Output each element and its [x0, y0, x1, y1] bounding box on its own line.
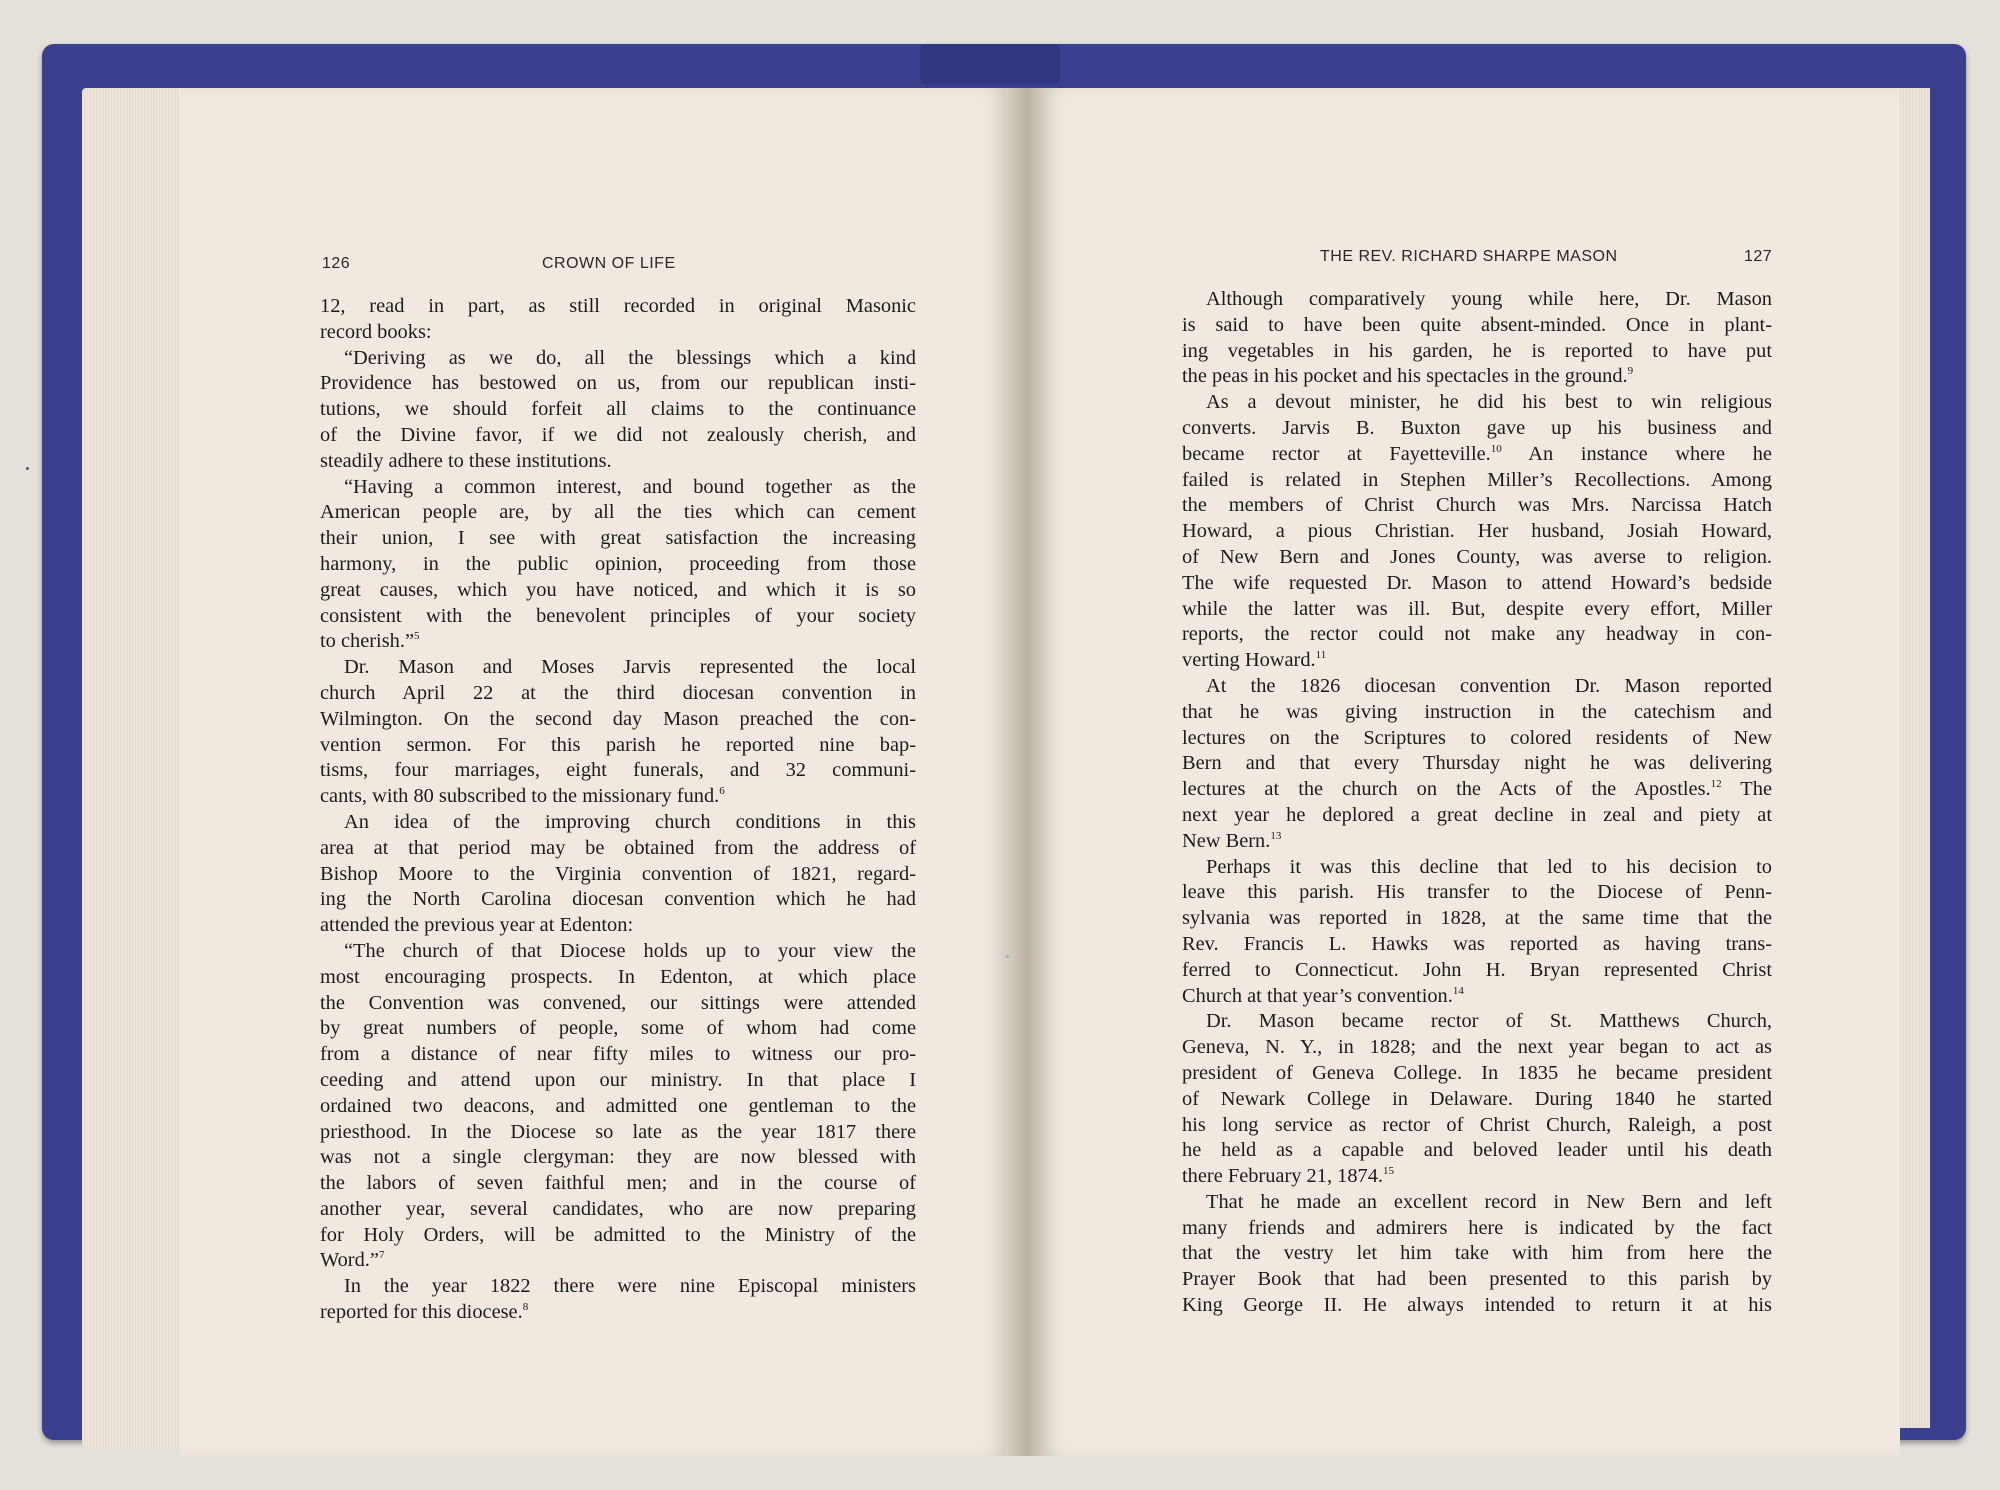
text-line: great causes, which you have noticed, and which it is so — [320, 578, 916, 601]
text-line: Dr. Mason became rector of St. Matthews Church, — [1206, 1010, 1772, 1033]
footnote-marker: 12 — [1710, 778, 1722, 791]
text-line: lectures on the Scriptures to colored residents of New — [1182, 726, 1772, 749]
left-page-number: 126 — [322, 255, 351, 272]
text-line: lectures at the church on the Acts of the Apostles.$^{12}$ The — [1182, 778, 1772, 801]
book-gutter — [1006, 88, 1046, 1456]
text-line: priesthood. In the Diocese so late as the year 1817 there — [320, 1120, 916, 1143]
footnote-marker: 14 — [1452, 984, 1464, 997]
text-line: leave this parish. His transfer to the Diocese of Penn- — [1182, 881, 1772, 904]
text-line: the Convention was convened, our sittings were attended — [320, 991, 916, 1014]
text-line: is said to have been quite absent-minded. Once in plant- — [1182, 313, 1772, 336]
book-spine-top — [920, 44, 1060, 84]
text-line: he held as a capable and beloved leader until his death — [1182, 1139, 1772, 1162]
text-line: to cherish.”$^5$ — [320, 630, 420, 653]
speck — [1006, 955, 1009, 958]
text-line: by great numbers of people, some of whom had come — [320, 1017, 916, 1040]
footnote-marker: 9 — [1627, 365, 1634, 378]
text-line: reported for this diocese.$^8$ — [320, 1301, 529, 1324]
text-line: At the 1826 diocesan convention Dr. Mason reported — [1206, 674, 1772, 697]
text-line: Dr. Mason and Moses Jarvis represented the local — [344, 656, 916, 679]
text-line: Wilmington. On the second day Mason preached the con- — [320, 707, 916, 730]
text-line: ing vegetables in his garden, he is reported to have put — [1182, 339, 1772, 362]
text-line: most encouraging prospects. In Edenton, at which place — [320, 965, 916, 988]
text-line: area at that period may be obtained from the address of — [320, 836, 916, 859]
text-line: Prayer Book that had been presented to this parish by — [1182, 1268, 1772, 1291]
footnote-marker: 5 — [414, 630, 420, 643]
text-line: ferred to Connecticut. John H. Bryan represented Christ — [1182, 958, 1772, 981]
text-line: next year he deplored a great decline in zeal and piety at — [1182, 803, 1772, 826]
text-line: ceeding and attend upon our ministry. In that place I — [320, 1068, 916, 1091]
text-line: consistent with the benevolent principles of your society — [320, 604, 916, 627]
text-line: Bern and that every Thursday night he was delivering — [1182, 752, 1772, 775]
footnote-marker: 6 — [719, 785, 725, 798]
text-line: Providence has bestowed on us, from our republican insti- — [320, 372, 916, 395]
text-line: Rev. Francis L. Hawks was reported as having trans- — [1182, 932, 1772, 955]
text-line: another year, several candidates, who are now preparing — [320, 1197, 916, 1220]
text-line: tutions, we should forfeit all claims to the continuance — [320, 398, 916, 421]
text-line: the labors of seven faithful men; and in the course of — [320, 1172, 916, 1195]
text-line: Word.”$^7$ — [320, 1249, 385, 1272]
text-line: Perhaps it was this decline that led to his decision to — [1206, 855, 1772, 878]
footnote-marker: 10 — [1490, 442, 1502, 455]
text-line: Bishop Moore to the Virginia convention of 1821, regard- — [320, 862, 916, 885]
left-running-head: CROWN OF LIFE — [542, 255, 676, 272]
text-line: president of Geneva College. In 1835 he became president — [1182, 1061, 1772, 1084]
footnote-marker: 15 — [1383, 1165, 1395, 1178]
text-line: steadily adhere to these institutions. — [320, 449, 612, 472]
text-line: sylvania was reported in 1828, at the same time that the — [1182, 907, 1772, 930]
right-page-number: 127 — [1744, 248, 1773, 265]
text-line: “Deriving as we do, all the blessings which a kind — [344, 346, 916, 369]
text-line: As a devout minister, he did his best to win religious — [1206, 391, 1772, 414]
footnote-marker: 8 — [522, 1301, 529, 1314]
text-line: the members of Christ Church was Mrs. Narcissa Hatch — [1182, 494, 1772, 517]
text-line: “Having a common interest, and bound together as the — [344, 475, 916, 498]
text-line: while the latter was ill. But, despite every effort, Miller — [1182, 597, 1772, 620]
text-line: his long service as rector of Christ Church, Raleigh, a post — [1182, 1113, 1772, 1136]
text-line: many friends and admirers here is indicated by the fact — [1182, 1216, 1772, 1239]
text-line: record books: — [320, 320, 432, 343]
text-line: the peas in his pocket and his spectacles in the ground.$^9$ — [1182, 365, 1634, 388]
text-line: tisms, four marriages, eight funerals, and 32 communi- — [320, 759, 916, 782]
right-running-head: THE REV. RICHARD SHARPE MASON — [1320, 248, 1618, 265]
text-line: there February 21, 1874.15 — [1182, 1165, 1395, 1188]
text-line: of the Divine favor, if we did not zealously cherish, and — [320, 423, 916, 446]
text-line: ordained two deacons, and admitted one gentleman to the — [320, 1094, 916, 1117]
text-line: New Bern.$^{13}$ — [1182, 829, 1282, 852]
text-line: Although comparatively young while here, Dr. Mason — [1206, 288, 1772, 310]
text-line: became rector at Fayetteville.$^{10}$ An instance where he — [1182, 442, 1772, 465]
text-line: converts. Jarvis B. Buxton gave up his business and — [1182, 416, 1772, 439]
speck — [26, 467, 29, 470]
text-line: was not a single clergyman: they are now blessed with — [320, 1146, 916, 1169]
text-line: An idea of the improving church conditions in this — [344, 810, 916, 833]
text-line: vention sermon. For this parish he reported nine bap- — [320, 733, 916, 756]
left-page-body — [320, 294, 916, 1326]
text-line: That he made an excellent record in New Bern and left — [1206, 1190, 1772, 1213]
text-line: from a distance of near fifty miles to witness our pro- — [320, 1043, 916, 1066]
text-line: harmony, in the public opinion, proceeding from those — [320, 552, 916, 575]
text-line: Church at that year’s convention.$^{14}$ — [1182, 984, 1464, 1007]
text-line: cants, with 80 subscribed to the missionary fund.$^6$ — [320, 785, 725, 808]
footnote-marker: 11 — [1315, 649, 1327, 662]
right-page-body — [1182, 287, 1772, 1319]
text-line: Howard, a pious Christian. Her husband, Josiah Howard, — [1182, 520, 1772, 543]
text-line: their union, I see with great satisfaction the increasing — [320, 527, 916, 550]
text-line: verting Howard.$^{11}$ — [1182, 649, 1327, 672]
text-line: for Holy Orders, will be admitted to the Ministry of the — [320, 1223, 916, 1246]
text-line: King George II. He always intended to return it at his — [1182, 1294, 1772, 1317]
text-line: failed is related in Stephen Miller’s Recollections. Among — [1182, 468, 1772, 491]
footnote-marker: 13 — [1270, 829, 1282, 842]
text-line: church April 22 at the third diocesan convention in — [320, 681, 916, 704]
page-edges-left — [82, 88, 192, 1448]
text-line: American people are, by all the ties which can cement — [320, 501, 916, 524]
text-line: ing the North Carolina diocesan convention which he had — [320, 888, 916, 911]
footnote-marker: 7 — [378, 1249, 385, 1262]
text-line: In the year 1822 there were nine Episcopal ministers — [344, 1275, 916, 1298]
text-line: reports, the rector could not make any headway in con- — [1182, 623, 1772, 646]
text-line: “The church of that Diocese holds up to your view the — [344, 939, 916, 962]
text-line: The wife requested Dr. Mason to attend Howard’s bedside — [1182, 571, 1772, 594]
text-line: 12, read in part, as still recorded in original Masonic — [320, 295, 916, 317]
text-line: attended the previous year at Edenton: — [320, 914, 634, 937]
text-line: that the vestry let him take with him from here the — [1182, 1242, 1772, 1265]
text-line: of New Bern and Jones County, was averse to religion. — [1182, 545, 1772, 568]
text-line: Geneva, N. Y., in 1828; and the next year began to act as — [1182, 1036, 1772, 1059]
text-line: that he was giving instruction in the catechism and — [1182, 700, 1772, 723]
text-line: of Newark College in Delaware. During 1840 he started — [1182, 1087, 1772, 1110]
